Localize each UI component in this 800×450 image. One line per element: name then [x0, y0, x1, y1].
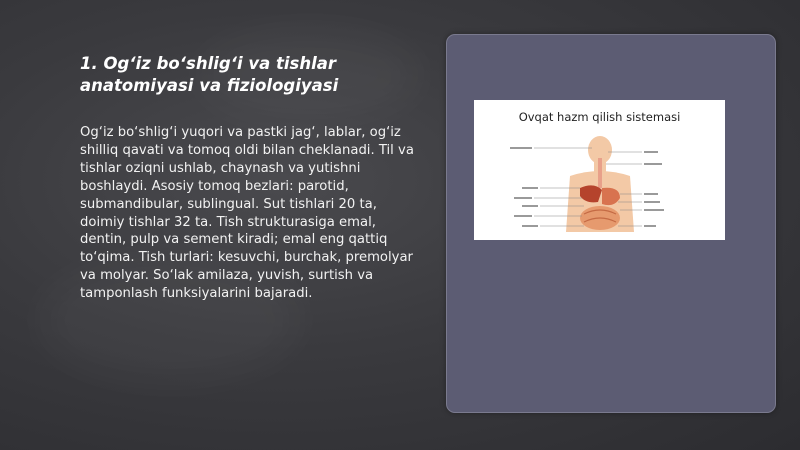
digestive-system-figure — [474, 100, 725, 240]
slide-title: 1. Og‘iz bo‘shlig‘i va tishlar anatomiyasi va fiziologiyasi — [80, 54, 339, 95]
figure-title: Ovqat hazm qilish sistemasi — [518, 110, 681, 124]
esophagus-shape — [598, 158, 602, 188]
slide-body-text: Og‘iz bo‘shlig‘i yuqori va pastki jag‘, lablar, og‘iz shilliq qavati va tomoq oldi bilan cheklanadi. Til va tishlar oziqni ushlab, chaynash va yutishni boshlaydi. Asosiy tomoq bezlari: parotid, submandibular, sublingual. Sut tishlari 20 ta, doimiy tishlar 32 ta. Tish strukturasiga emal, dentin, pulp va sement kiradi; emal eng qattiq to‘qima. Tish turlari: kesuvchi, burchak, premolyar va molyar. So‘lak amilaza, yuvish, surtish va tamponlash funksiyalarini bajaradi. — [80, 125, 414, 302]
